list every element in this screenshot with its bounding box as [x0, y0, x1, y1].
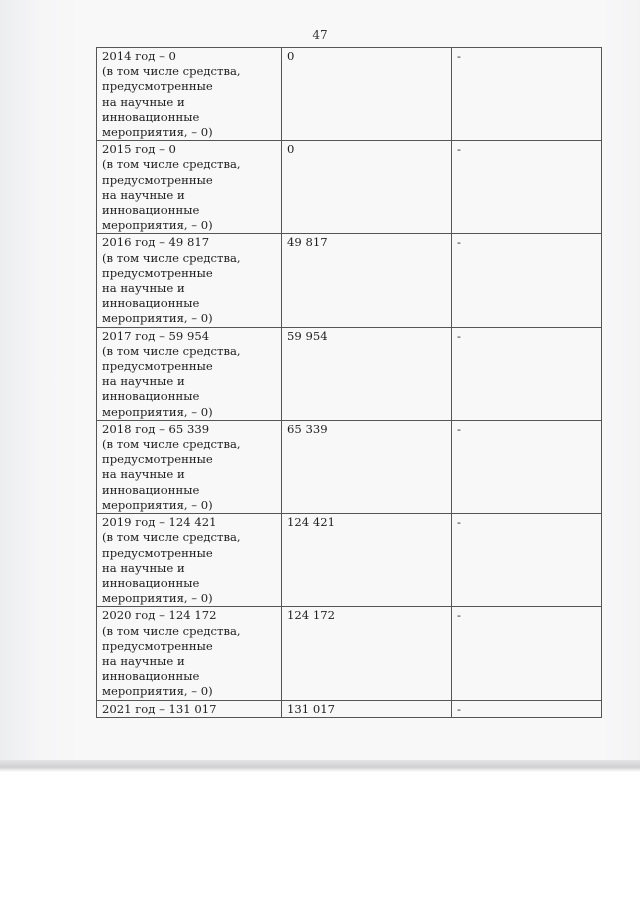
note-line: мероприятия, – 0)	[102, 684, 213, 699]
other-value: -	[457, 235, 461, 250]
amount-cell	[282, 234, 452, 327]
table-row	[97, 141, 602, 234]
amount-cell	[282, 141, 452, 234]
amount-cell	[282, 607, 452, 700]
amount-value: 131 017	[287, 701, 335, 716]
note-line: предусмотренные	[102, 79, 213, 94]
year-amount-text: 2021 год – 131 017	[102, 701, 217, 716]
note-line: на научные и	[102, 281, 185, 296]
note-line: инновационные	[102, 575, 200, 590]
note-line: на научные и	[102, 187, 185, 202]
table-row	[97, 607, 602, 700]
year-amount-text: 2017 год – 59 954	[102, 328, 210, 343]
other-value: -	[457, 328, 461, 343]
note-line: (в том числе средства,	[102, 157, 241, 172]
amount-cell	[282, 327, 452, 420]
year-amount-text: 2019 год – 124 421	[102, 515, 217, 530]
table-row	[97, 700, 602, 717]
note-line: (в том числе средства,	[102, 343, 241, 358]
note-line: предусмотренные	[102, 265, 213, 280]
other-cell	[452, 700, 602, 717]
other-cell	[452, 514, 602, 607]
funding-table-body	[97, 48, 602, 718]
other-cell	[452, 141, 602, 234]
other-value: -	[457, 515, 461, 530]
year-cell	[97, 327, 282, 420]
note-line: предусмотренные	[102, 359, 213, 374]
table-row	[97, 420, 602, 513]
other-cell	[452, 327, 602, 420]
note-line: мероприятия, – 0)	[102, 218, 213, 233]
amount-value: 59 954	[287, 328, 328, 343]
amount-value: 65 339	[287, 421, 328, 436]
year-cell	[97, 514, 282, 607]
note-line: (в том числе средства,	[102, 623, 241, 638]
note-line: мероприятия, – 0)	[102, 125, 213, 140]
amount-cell	[282, 514, 452, 607]
year-amount-text: 2015 год – 0	[102, 142, 176, 157]
amount-value: 124 172	[287, 608, 335, 623]
note-line: (в том числе средства,	[102, 250, 241, 265]
note-line: на научные и	[102, 467, 185, 482]
other-cell	[452, 420, 602, 513]
note-line: предусмотренные	[102, 638, 213, 653]
note-line: на научные и	[102, 374, 185, 389]
note-line: на научные и	[102, 560, 185, 575]
page-number: 47	[312, 28, 328, 42]
amount-value: 124 421	[287, 515, 335, 530]
note-line: инновационные	[102, 669, 200, 684]
note-line: инновационные	[102, 109, 200, 124]
table-row	[97, 48, 602, 141]
note-line: предусмотренные	[102, 452, 213, 467]
other-value: -	[457, 142, 461, 157]
year-cell	[97, 420, 282, 513]
note-line: на научные и	[102, 94, 185, 109]
note-line: (в том числе средства,	[102, 64, 241, 79]
amount-cell	[282, 48, 452, 141]
year-cell	[97, 607, 282, 700]
note-line: мероприятия, – 0)	[102, 497, 213, 512]
year-cell	[97, 141, 282, 234]
table-row	[97, 327, 602, 420]
note-line: инновационные	[102, 296, 200, 311]
note-line: предусмотренные	[102, 545, 213, 560]
note-line: мероприятия, – 0)	[102, 591, 213, 606]
year-cell	[97, 234, 282, 327]
note-line: предусмотренные	[102, 172, 213, 187]
year-amount-text: 2016 год – 49 817	[102, 235, 210, 250]
note-line: инновационные	[102, 482, 200, 497]
year-amount-text: 2020 год – 124 172	[102, 608, 217, 623]
year-cell	[97, 700, 282, 717]
amount-cell	[282, 420, 452, 513]
note-line: мероприятия, – 0)	[102, 311, 213, 326]
year-amount-text: 2014 год – 0	[102, 49, 176, 63]
table-row	[97, 514, 602, 607]
other-value: -	[457, 701, 461, 716]
amount-cell	[282, 700, 452, 717]
note-line: инновационные	[102, 389, 200, 404]
table-row	[97, 234, 602, 327]
amount-value: 0	[287, 49, 295, 63]
other-cell	[452, 607, 602, 700]
other-value: -	[457, 608, 461, 623]
other-cell	[452, 234, 602, 327]
other-value: -	[457, 49, 461, 63]
year-cell	[97, 48, 282, 141]
note-line: мероприятия, – 0)	[102, 404, 213, 419]
scan-edge-shadow	[0, 760, 640, 772]
year-amount-text: 2018 год – 65 339	[102, 421, 210, 436]
funding-table	[96, 47, 602, 718]
note-line: (в том числе средства,	[102, 530, 241, 545]
amount-value: 0	[287, 142, 295, 157]
other-cell	[452, 48, 602, 141]
note-line: (в том числе средства,	[102, 437, 241, 452]
note-line: на научные и	[102, 653, 185, 668]
amount-value: 49 817	[287, 235, 328, 250]
other-value: -	[457, 421, 461, 436]
note-line: инновационные	[102, 203, 200, 218]
